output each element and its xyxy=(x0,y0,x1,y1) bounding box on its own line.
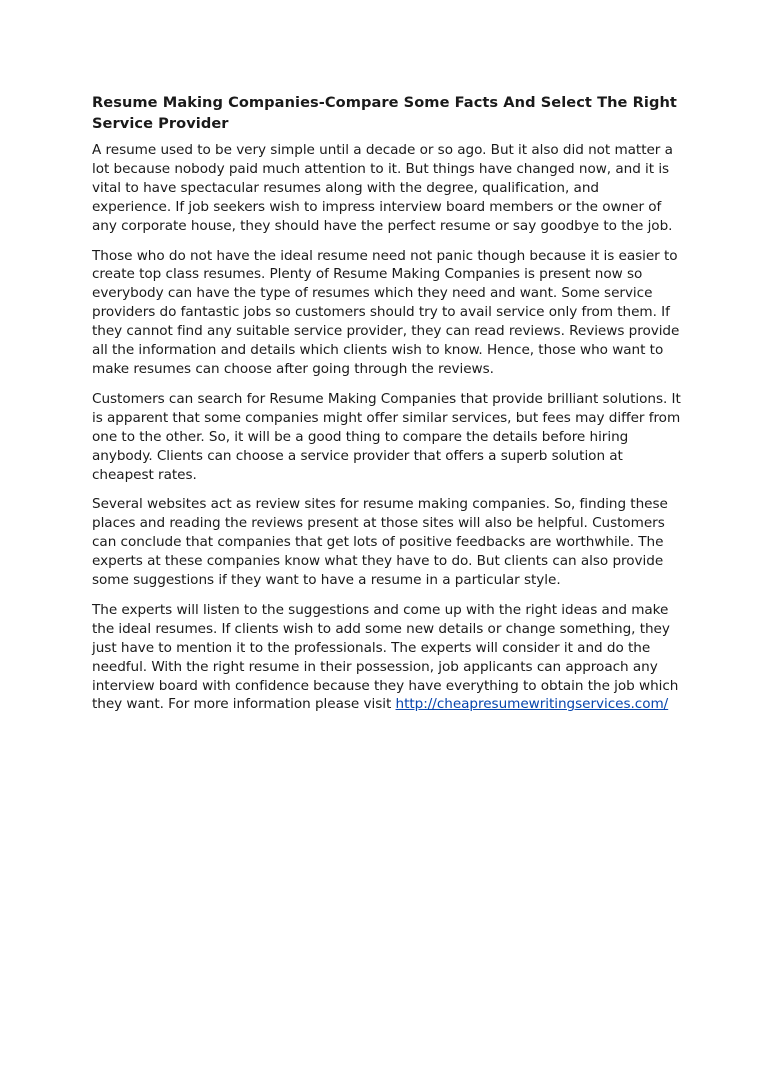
document-title: Resume Making Companies-Compare Some Facts And Select The Right Service Provider xyxy=(92,94,677,132)
paragraph-1: A resume used to be very simple until a decade or so ago. But it also did not matter a lot because nobody paid much attention to it. But things have changed now, and it is vital to have spectacular resumes along with the degree, qualification, and experience. If job seekers wish to impress interview board members or the owner of any corporate house, they should have the perfect resume or say goodbye to the job. xyxy=(92,142,673,234)
paragraph-5 xyxy=(92,601,682,714)
document-page xyxy=(92,92,682,725)
paragraph-3: Customers can search for Resume Making Companies that provide brilliant solutions. It is apparent that some companies might offer similar services, but fees may differ from one to the other. So, it will be a good thing to compare the details before hiring anybody. Clients can choose a service provider that offers a superb solution at cheapest rates. xyxy=(92,390,681,483)
website-link[interactable]: http://cheapresumewritingservices.com/ xyxy=(395,696,669,713)
paragraph-2: Those who do not have the ideal resume need not panic though because it is easier to create top class resumes. Plenty of Resume Making Companies is present now so everybody can have the type of resumes which they need and want. Some service providers do fantastic jobs so customers should try to avail service only from them. If they cannot find any suitable service provider, they can read reviews. Reviews provide all the information and details which clients wish to know. Hence, those who want to make resumes can choose after going through the reviews. xyxy=(92,247,680,377)
paragraph-4: Several websites act as review sites for resume making companies. So, finding these places and reading the reviews present at those sites will also be helpful. Customers can conclude that companies that get lots of positive feedbacks are worthwhile. The experts at these companies know what they have to do. But clients can also provide some suggestions if they want to have a resume in a particular style. xyxy=(92,496,668,589)
paragraph-5-text: The experts will listen to the suggestions and come up with the right ideas and make the ideal resumes. If clients wish to add some new details or change something, they just have to mention it to the professionals. The experts will consider it and do the needful. With the right resume in their possession, job applicants can approach any interview board with confidence because they have everything to obtain the job which they want. For more information please visit xyxy=(92,601,679,713)
